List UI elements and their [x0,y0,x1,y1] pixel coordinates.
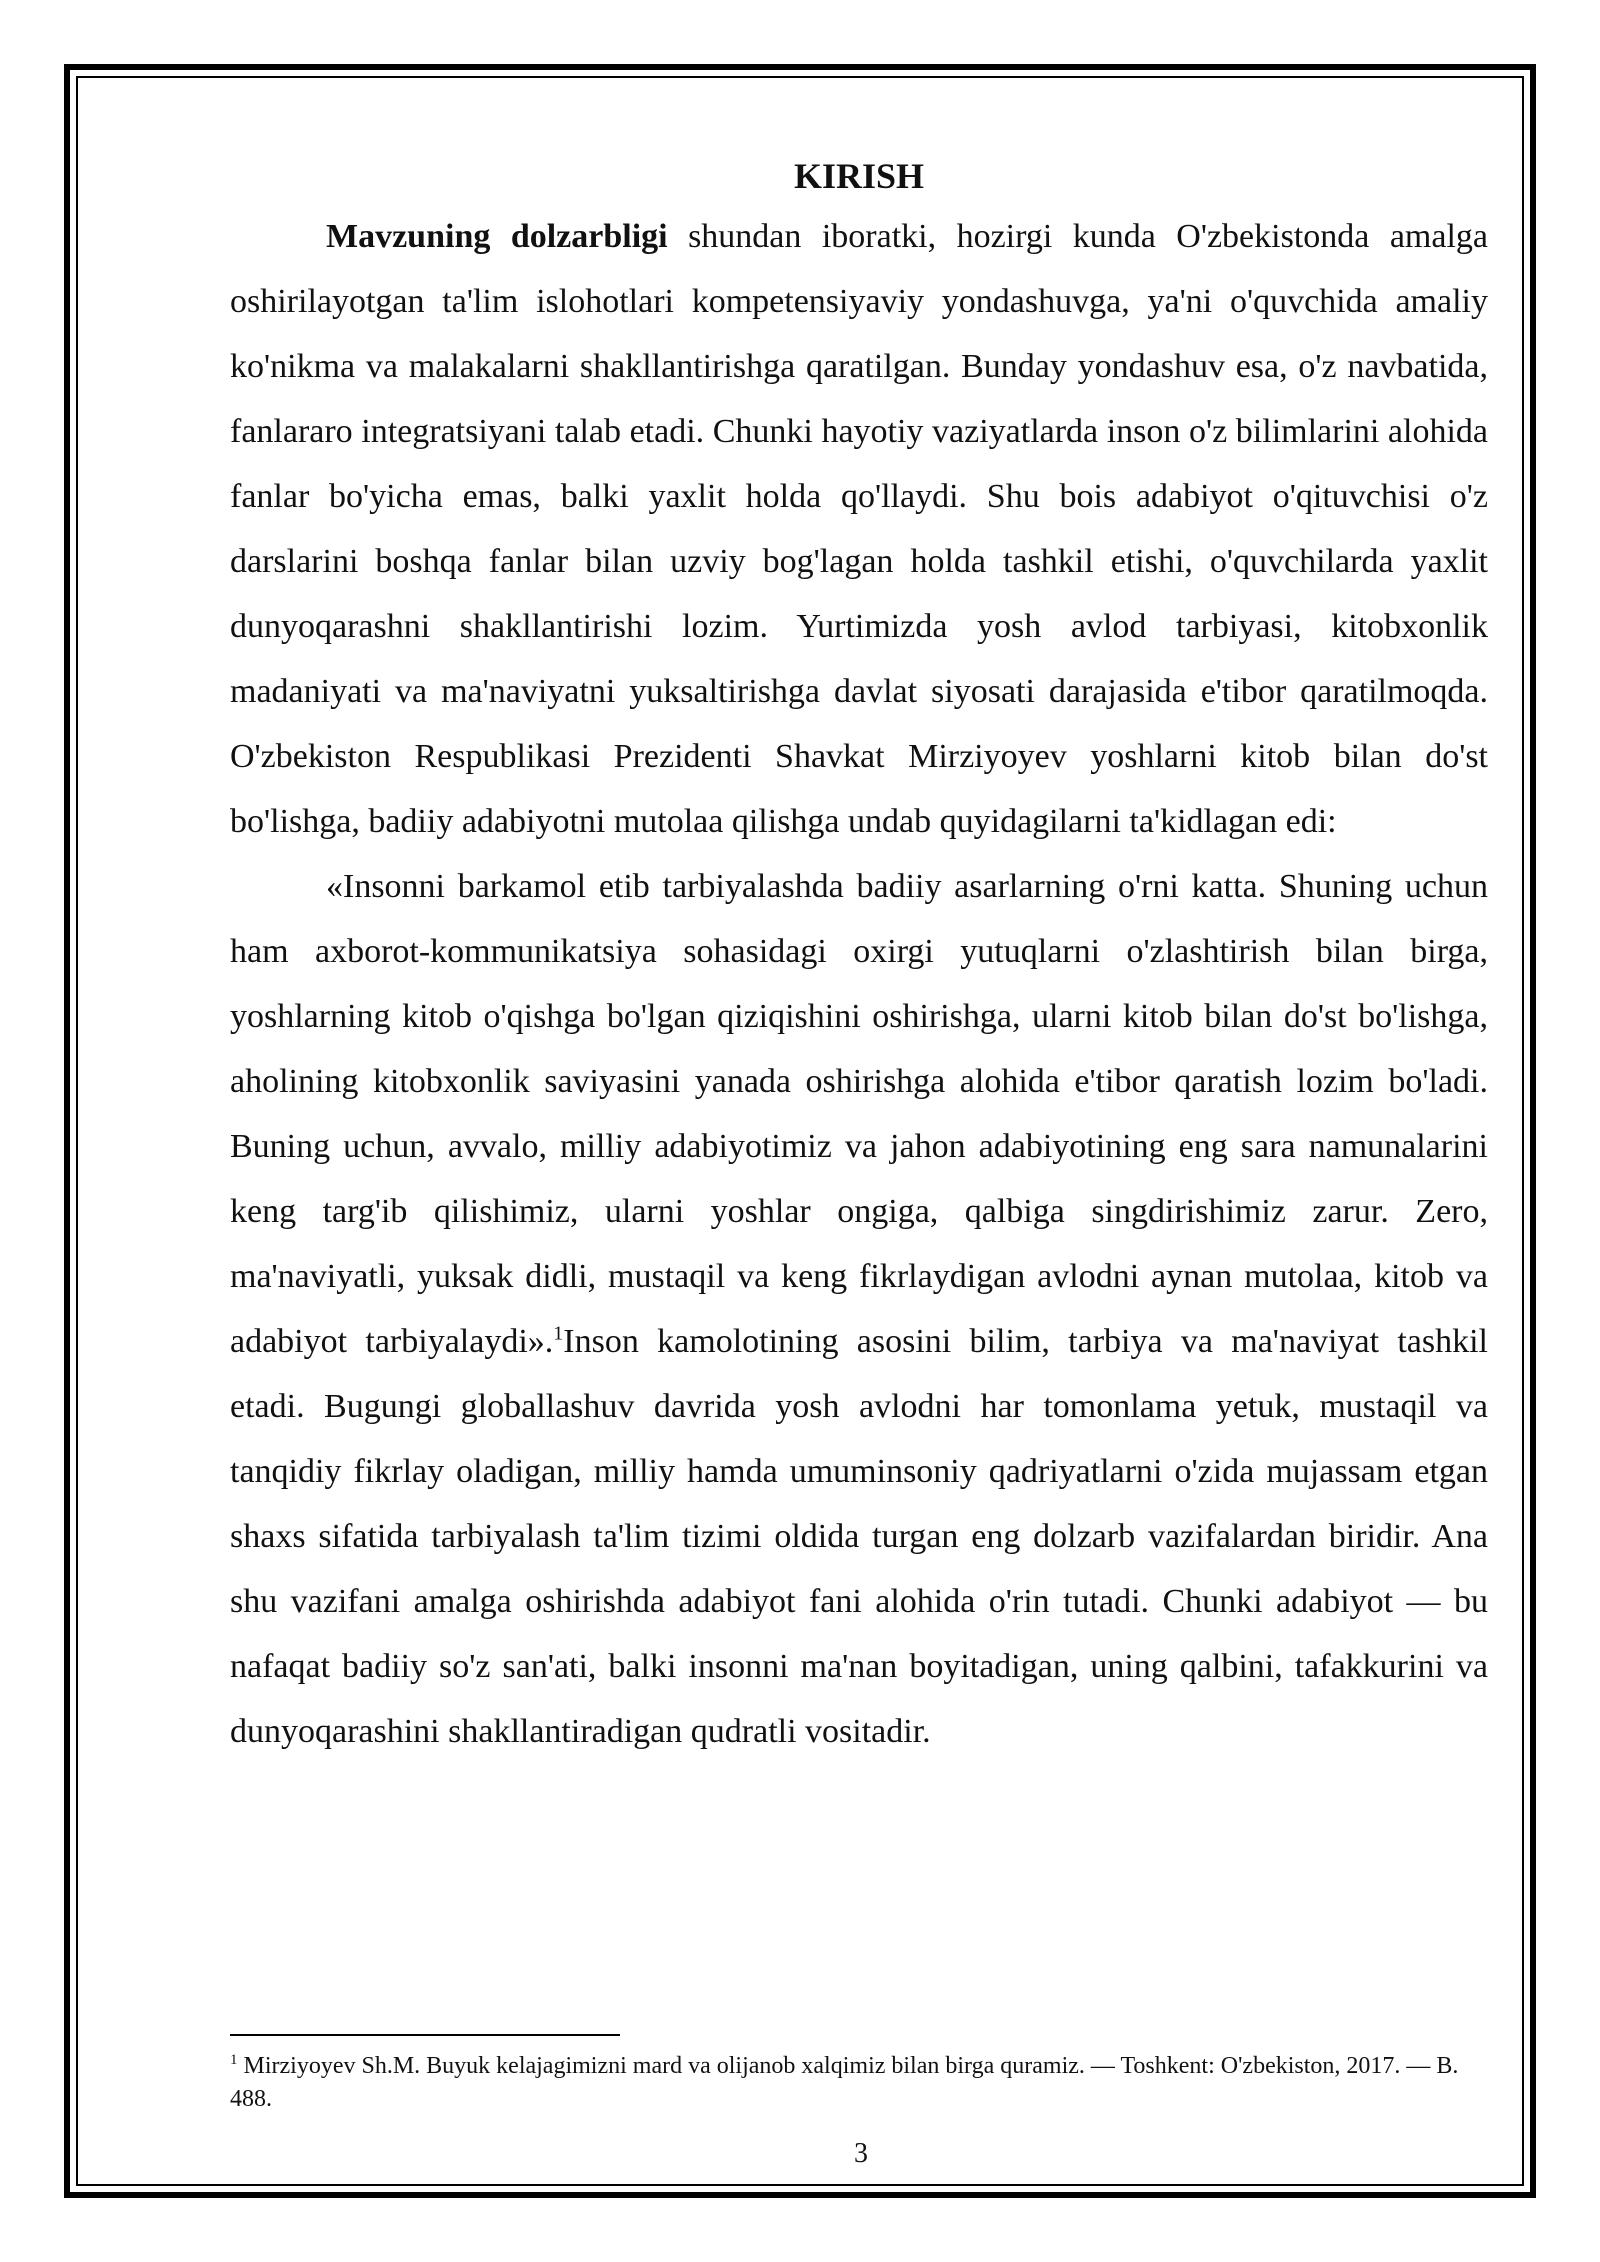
footnote-mark: 1 [230,2052,238,2068]
paragraph-relevance [230,204,1488,854]
relevance-lead-bold: Mavzuning dolzarbligi [326,218,668,255]
paragraph-quote [230,854,1488,1764]
document-body [230,152,1488,1764]
footnote [230,2050,1488,2116]
footnote-separator [230,2034,620,2036]
section-heading: KIRISH [793,156,925,196]
footnote-text: Mirziyoyev Sh.M. Buyuk kelajagimizni mard va olijanob xalqimiz bilan birga quramiz. — Toshkent: O'zbekiston, 2017. — B. 488. [230,2053,1459,2112]
president-quote: «Insonni barkamol etib tarbiyalashda badiiy asarlarning o'rni katta. Shuning uchun ham axborot-kommunikatsiya sohasidagi oxirgi yutuqlarni o'zlashtirish bilan birga, yoshlarning kitob o'qishga bo'lgan qiziqishini oshirishga, ularni kitob bilan do'st bo'lishga, aholining kitobxonlik saviyasini yanada oshirishga alohida e'tibor qaratish lozim bo'ladi. Buning uchun, avvalo, milliy adabiyotimiz va jahon adabiyotining eng sara namunalarini keng targ'ib qilishimiz, ularni yoshlar ongiga, qalbiga singdirishimiz zarur. Zero, ma'naviyatli, yuksak didli, mustaqil va keng fikrlaydigan avlodni aynan mutolaa, kitob va adabiyot tarbiyalaydi». [230,868,1488,1360]
relevance-text: shundan iboratki, hozirgi kunda O'zbekistonda amalga oshirilayotgan ta'lim islohotlari kompetensiyaviy yondashuvga, ya'ni o'quvchida amaliy ko'nikma va malakalarni shakllantirishga qaratilgan. Bunday yondashuv esa, o'z navbatida, fanlararo integratsiyani talab etadi. Chunki hayotiy vaziyatlarda inson o'z bilimlarini alohida fanlar bo'yicha emas, balki yaxlit holda qo'llaydi. Shu bois adabiyot o'qituvchisi o'z darslarini boshqa fanlar bilan uzviy bog'lagan holda tashkil etishi, o'quvchilarda yaxlit dunyoqarashni shakllantirishi lozim. Yurtimizda yosh avlod tarbiyasi, kitobxonlik madaniyati va ma'naviyatni yuksaltirishga davlat siyosati darajasida e'tibor qaratilmoqda. O'zbekiston Respublikasi Prezidenti Shavkat Mirziyoyev yoshlarni kitob bilan do'st bo'lishga, badiiy adabiyotni mutolaa qilishga undab quyidagilarni ta'kidlagan edi: [230,218,1488,840]
page-number: 3 [854,2138,868,2169]
quote-continuation: Inson kamolotining asosini bilim, tarbiya va ma'naviyat tashkil etadi. Bugungi globallashuv davrida yosh avlodni har tomonlama yetuk, mustaqil va tanqidiy fikrlay oladigan, milliy hamda umuminsoniy qadriyatlarni o'zida mujassam etgan shaxs sifatida tarbiyalash ta'lim tizimi oldida turgan eng dolzarb vazifalardan biridir. Ana shu vazifani amalga oshirishda adabiyot fani alohida o'rin tutadi. Chunki adabiyot — bu nafaqat badiiy so'z san'ati, balki insonni ma'nan boyitadigan, uning qalbini, tafakkurini va dunyoqarashini shakllantiradigan qudratli vositadir. [230,1323,1488,1750]
footnote-reference[interactable]: 1 [553,1322,564,1345]
